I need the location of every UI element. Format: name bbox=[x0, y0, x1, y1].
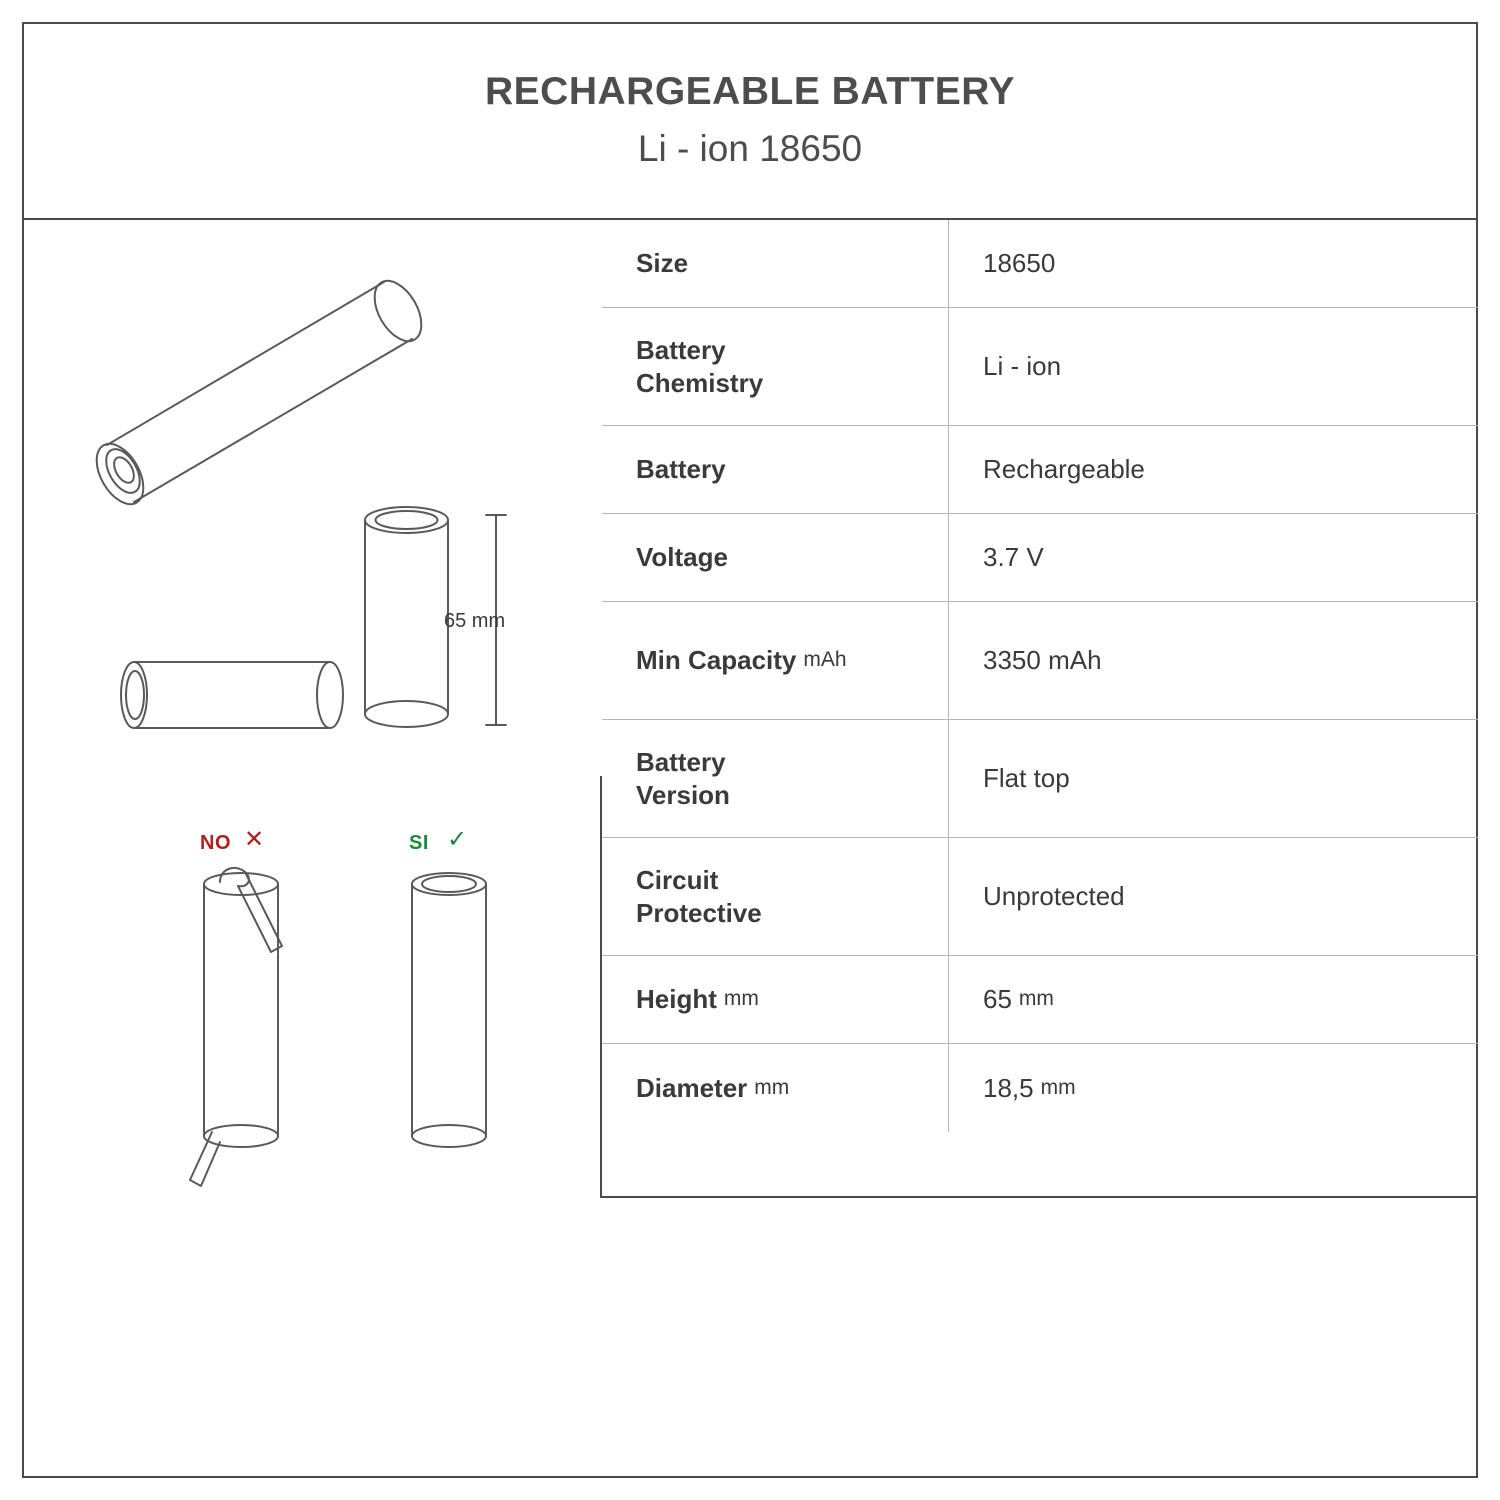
table-cell-key bbox=[602, 514, 949, 601]
table-key-text-2: Protective bbox=[636, 897, 762, 928]
table-key-text-2: Version bbox=[636, 779, 730, 810]
table-cell-key bbox=[602, 956, 949, 1043]
table-cell-key bbox=[602, 838, 949, 955]
table-cell-value bbox=[949, 956, 1478, 1043]
table-value-text: 3350 mAh bbox=[983, 645, 1102, 676]
table-key-unit: mAh bbox=[803, 648, 847, 672]
datasheet-frame bbox=[22, 22, 1478, 1478]
table-key-text: Voltage bbox=[636, 542, 728, 573]
tab-comparison-drawing bbox=[24, 776, 602, 1198]
illustration-column bbox=[24, 220, 602, 1198]
table-key-text: Battery bbox=[636, 335, 726, 365]
table-cell-key bbox=[602, 426, 949, 513]
table-key-text: Min Capacity bbox=[636, 645, 797, 676]
table-row bbox=[602, 838, 1478, 956]
table-value-text: 18650 bbox=[983, 248, 1056, 279]
tab-comparison-panel bbox=[24, 776, 602, 1198]
table-row bbox=[602, 602, 1478, 720]
table-value-text: Rechargeable bbox=[983, 454, 1145, 485]
footer-blank-area bbox=[24, 1198, 1476, 1476]
page-title: RECHARGEABLE BATTERY bbox=[484, 70, 1015, 113]
check-icon: ✓ bbox=[447, 826, 468, 853]
si-label: SI bbox=[409, 832, 429, 854]
table-cell-value bbox=[949, 426, 1478, 513]
spec-table bbox=[602, 220, 1478, 1198]
table-cell-key bbox=[602, 1044, 949, 1132]
table-value-text: 3.7 V bbox=[983, 542, 1044, 573]
table-row bbox=[602, 514, 1478, 602]
table-cell-key bbox=[602, 720, 949, 837]
table-row bbox=[602, 1044, 1478, 1132]
table-key-text: Size bbox=[636, 248, 689, 279]
header bbox=[24, 24, 1476, 220]
table-key-unit: mm bbox=[754, 1075, 790, 1099]
height-dimension-label: 65 mm bbox=[444, 610, 506, 632]
table-value-text: Flat top bbox=[983, 763, 1070, 794]
table-cell-value bbox=[949, 602, 1478, 719]
table-key-text: Battery bbox=[636, 454, 726, 485]
table-value-text: Li - ion bbox=[983, 351, 1062, 382]
table-value-text: Unprotected bbox=[983, 881, 1125, 912]
table-row bbox=[602, 308, 1478, 426]
table-key-text: Height bbox=[636, 984, 717, 1015]
battery-views-drawing bbox=[24, 220, 602, 776]
table-key-unit: mm bbox=[723, 987, 759, 1011]
table-key-text: Diameter bbox=[636, 1072, 748, 1103]
table-key-text: Circuit bbox=[636, 865, 719, 895]
cross-icon: ✕ bbox=[244, 826, 265, 853]
table-value-unit: mm bbox=[1040, 1075, 1076, 1099]
table-cell-value bbox=[949, 838, 1478, 955]
table-cell-key bbox=[602, 220, 949, 307]
table-row bbox=[602, 720, 1478, 838]
table-value-text: 65 bbox=[983, 984, 1012, 1015]
battery-views-panel bbox=[24, 220, 602, 776]
table-key-text: Battery bbox=[636, 747, 726, 777]
table-key-text-2: Chemistry bbox=[636, 367, 764, 398]
table-row bbox=[602, 426, 1478, 514]
table-cell-key bbox=[602, 308, 949, 425]
table-value-unit: mm bbox=[1018, 987, 1054, 1011]
table-cell-value bbox=[949, 220, 1478, 307]
no-label: NO bbox=[200, 832, 231, 854]
table-row bbox=[602, 956, 1478, 1044]
table-value-text: 18,5 bbox=[983, 1072, 1034, 1103]
table-cell-value bbox=[949, 308, 1478, 425]
table-cell-value bbox=[949, 720, 1478, 837]
page-subtitle: Li - ion 18650 bbox=[637, 128, 863, 169]
table-cell-value bbox=[949, 514, 1478, 601]
table-cell-key bbox=[602, 602, 949, 719]
table-row bbox=[602, 220, 1478, 308]
table-cell-value bbox=[949, 1044, 1478, 1132]
